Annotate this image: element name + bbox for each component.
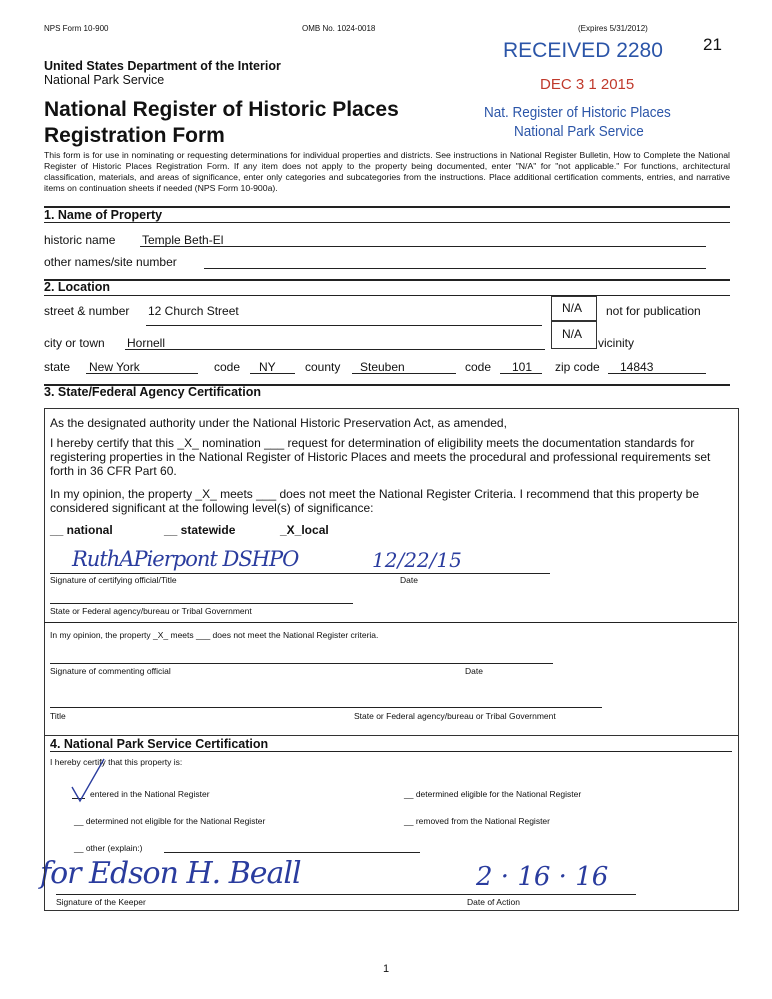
level-local[interactable]: _X_local: [280, 523, 329, 537]
level-statewide[interactable]: __ statewide: [164, 523, 236, 537]
other-names-line: [204, 268, 706, 269]
county-code-value[interactable]: 101: [512, 360, 533, 374]
option-not-eligible[interactable]: __ determined not eligible for the National Register: [74, 816, 266, 826]
street-line: [146, 325, 542, 326]
county-line: [352, 373, 456, 374]
county-value[interactable]: Steuben: [360, 360, 405, 374]
city-line: [125, 349, 545, 350]
agency2-label: State or Federal agency/bureau or Tribal Government: [354, 711, 556, 721]
form-title-line1: National Register of Historic Places: [44, 98, 399, 121]
state-code-label: code: [214, 360, 241, 374]
section2-heading: 2. Location: [44, 280, 110, 294]
received-date-stamp: DEC 3 1 2015: [540, 76, 635, 93]
not-for-publication-label: not for publication: [606, 304, 701, 318]
commenting-line: [50, 663, 553, 664]
form-number: NPS Form 10-900: [44, 24, 109, 33]
agency-label: State or Federal agency/bureau or Tribal Government: [50, 606, 252, 616]
city-value[interactable]: Hornell: [127, 336, 166, 350]
city-label: city or town: [44, 336, 105, 350]
opinion2-text: In my opinion, the property _X_ meets ___ does not meet the National Register criteria.: [50, 630, 379, 640]
certifying-date-label: Date: [400, 575, 418, 585]
option-removed[interactable]: __ removed from the National Register: [404, 816, 550, 826]
corner-number: 21: [703, 35, 722, 54]
register-stamp-line1: Nat. Register of Historic Places: [484, 104, 671, 121]
received-stamp: RECEIVED 2280: [503, 39, 663, 62]
option-entered[interactable]: entered in the National Register: [90, 789, 210, 799]
certifying-signature: RuthAPierpont DSHPO: [72, 547, 299, 571]
option-eligible[interactable]: __ determined eligible for the National Register: [404, 789, 582, 799]
state-label: state: [44, 360, 71, 374]
keeper-signature: for Edson H. Beall: [40, 856, 301, 891]
vicinity-label: vicinity: [598, 336, 635, 350]
state-code-value[interactable]: NY: [259, 360, 276, 374]
state-line: [86, 373, 198, 374]
opinion-text: In my opinion, the property _X_ meets ___ does not meet the National Register Criteria. I recommend that this property be considered significant at the following level(s) of significance:: [50, 487, 700, 515]
form-title-line2: Registration Form: [44, 124, 225, 147]
commenting-label: Signature of commenting official: [50, 666, 171, 676]
service-name: National Park Service: [44, 73, 165, 87]
na-publication: N/A: [562, 301, 583, 315]
certifying-date: 12/22/15: [372, 548, 462, 572]
section4-certify: I hereby certify that this property is:: [50, 757, 183, 767]
county-code-line: [500, 373, 542, 374]
section3-heading: 3. State/Federal Agency Certification: [44, 385, 261, 399]
title-line: [50, 707, 602, 708]
state-code-line: [250, 373, 295, 374]
action-date: 2 · 16 · 16: [476, 862, 609, 892]
commenting-date-label: Date: [465, 666, 483, 676]
street-value[interactable]: 12 Church Street: [148, 304, 239, 318]
title-label: Title: [50, 711, 66, 721]
register-stamp-line2: National Park Service: [514, 123, 644, 140]
state-value[interactable]: New York: [89, 360, 140, 374]
section2-top-rule: [44, 279, 730, 281]
keeper-label: Signature of the Keeper: [56, 897, 146, 907]
certification-divider: [44, 622, 737, 623]
section4-heading: 4. National Park Service Certification: [50, 737, 269, 751]
option-other[interactable]: __ other (explain:): [74, 843, 143, 853]
department: United States Department of the Interior: [44, 59, 281, 73]
other-names-label: other names/site number: [44, 255, 177, 269]
county-code-label: code: [465, 360, 492, 374]
zip-label: zip code: [555, 360, 600, 374]
na-vicinity: N/A: [562, 327, 583, 341]
not-for-publication-box[interactable]: [551, 296, 597, 321]
section1-bottom-rule: [44, 222, 730, 223]
page-number: 1: [383, 963, 390, 975]
street-label: street & number: [44, 304, 130, 318]
omb-number: OMB No. 1024-0018: [302, 24, 376, 33]
level-national[interactable]: __ national: [50, 523, 113, 537]
section1-heading: 1. Name of Property: [44, 208, 163, 222]
authority-text: As the designated authority under the National Historic Preservation Act, as amended,: [50, 416, 507, 430]
instructions: This form is for use in nominating or requesting determinations for individual properties and districts. See instructions in National Register Bulletin, How to Complete the National Register of Historic Places Registration Form. If any item does not apply to the property being documented, enter "N/A" for "not applicable." For functions, architectural classification, materials, and areas of significance, enter only categories and subcategories from the instructions. Place additional certification comments, entries, and narrative items on continuation sheets if needed (NPS Form 10-900a).: [44, 150, 730, 193]
expiration: (Expires 5/31/2012): [578, 24, 648, 33]
certifying-signature-line: [50, 573, 550, 574]
historic-name-value[interactable]: Temple Beth-El: [142, 233, 224, 247]
county-label: county: [305, 360, 341, 374]
historic-name-line: [140, 246, 706, 247]
zip-line: [608, 373, 706, 374]
vicinity-box[interactable]: [551, 321, 597, 349]
certifying-signature-label: Signature of certifying official/Title: [50, 575, 177, 585]
section4-box: [44, 734, 739, 911]
certify-text: I hereby certify that this _X_ nomination ___ request for determination of eligibility meets the documentation standards for registering properties in the National Register of Historic Places and meets the procedural and professional requirements set forth in 36 CFR Part 60.: [50, 436, 711, 478]
section2-bottom-rule: [44, 295, 730, 296]
historic-name-label: historic name: [44, 233, 116, 247]
zip-value[interactable]: 14843: [620, 360, 654, 374]
action-date-label: Date of Action: [467, 897, 520, 907]
agency-line: [50, 603, 353, 604]
